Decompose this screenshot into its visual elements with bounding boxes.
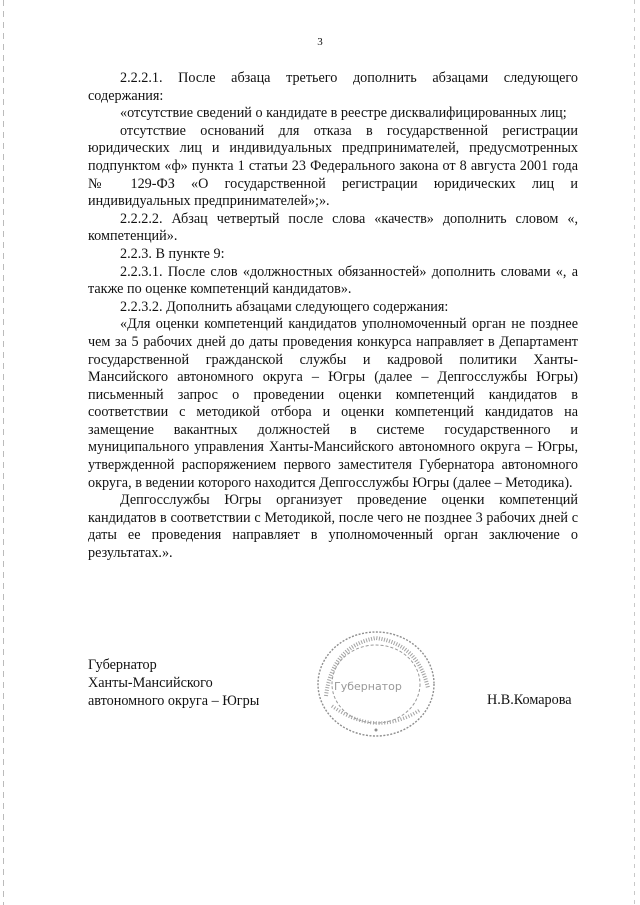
- page-number: 3: [317, 36, 323, 48]
- signatory-title-line: Губернатор: [88, 657, 157, 673]
- scan-edge-left: [3, 0, 4, 905]
- signatory-title-line: автономного округа – Югры: [88, 693, 260, 709]
- paragraph-2-2-2-1: 2.2.2.1. После абзаца третьего дополнить абзацами следующего содержания:: [88, 70, 578, 104]
- paragraph-2-2-2-2: 2.2.2.2. Абзац четвертый после слова «качеств» дополнить словом «, компетенций».: [88, 210, 578, 245]
- official-stamp: [312, 626, 442, 744]
- paragraph-quote-disqualified: «отсутствие сведений о кандидате в реестре дисквалифицированных лиц;: [120, 105, 567, 122]
- signatory-name: Н.В.Комарова: [487, 692, 572, 708]
- paragraph-2-2-3-2: 2.2.3.2. Дополнить абзацами следующего содержания:: [120, 298, 449, 315]
- signatory-title-line: Ханты-Мансийского: [88, 675, 213, 691]
- paragraph-2-2-3-1: 2.2.3.1. После слов «должностных обязанностей» дополнить словами «, а также по оценке компетенций кандидатов».: [88, 263, 578, 298]
- signatory-title: [88, 656, 259, 710]
- stamp-text: Губернатор: [334, 680, 402, 693]
- paragraph-competency-assessment: «Для оценки компетенций кандидатов уполномоченный орган не позднее чем за 5 рабочих дней до даты проведения конкурса направляет в Департамент государственной гражданской службы и кадровой политики Ханты-Мансийского автономного округа – Югры (далее – Депгосслужбы Югры) письменный запрос о проведении оценки компетенций кандидатов в соответствии с методикой отбора и оценки компетенций кандидатов на замещение вакантных должностей в системе государственного и муниципального управления Ханты-Мансийского автономного округа – Югры, утвержденной распоряжением первого заместителя Губернатора автономного округа, в ведении которого находится Депгосслужбы Югры (далее – Методика).: [88, 316, 578, 491]
- paragraph-2-2-3: 2.2.3. В пункте 9:: [120, 245, 225, 262]
- paragraph-depgossluzhby-organizes: Депгосслужбы Югры организует проведение оценки компетенций кандидатов в соответствии с Методикой, после чего не позднее 3 рабочих дней с даты ее проведения направляет в уполномоченный орган заключение о результатах.».: [88, 492, 578, 562]
- scan-edge-right: [634, 0, 635, 905]
- document-body: [88, 70, 578, 563]
- paragraph-registration-grounds: отсутствие оснований для отказа в государственной регистрации юридических лиц и индивидуальных предпринимателей, предусмотренных подпунктом «ф» пункта 1 статьи 23 Федерального закона от 8 августа 2001 года № 129-ФЗ «О государственной регистрации юридических лиц и индивидуальных предпринимателей»;».: [88, 122, 578, 210]
